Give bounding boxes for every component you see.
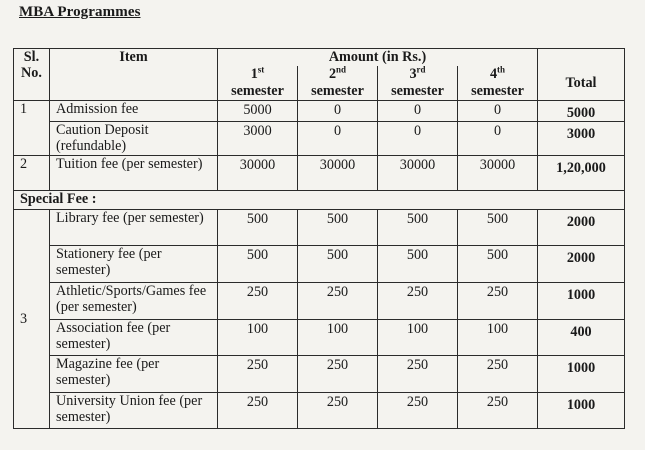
amount-cell: 250 <box>298 393 378 429</box>
amount-cell: 250 <box>298 356 378 393</box>
amount-cell: 500 <box>378 210 458 246</box>
amount-cell: 250 <box>378 356 458 393</box>
total-cell: 5000 <box>538 101 625 122</box>
header-semester-4: 4th semester <box>458 66 538 101</box>
total-cell: 2000 <box>538 246 625 283</box>
amount-cell: 30000 <box>218 156 298 191</box>
item-label: Association fee (per semester) <box>50 320 218 356</box>
amount-cell: 0 <box>458 122 538 156</box>
amount-cell: 0 <box>298 101 378 122</box>
amount-cell: 500 <box>298 246 378 283</box>
item-label: Tuition fee (per semester) <box>50 156 218 191</box>
amount-cell: 30000 <box>458 156 538 191</box>
header-item: Item <box>50 49 218 101</box>
total-cell: 400 <box>538 320 625 356</box>
amount-cell: 250 <box>218 356 298 393</box>
sl-number: 1 <box>14 101 50 156</box>
fee-table <box>13 48 625 429</box>
header-sl-no: Sl. No. <box>14 49 50 101</box>
table-row <box>14 101 625 122</box>
amount-cell: 0 <box>458 101 538 122</box>
item-label: Magazine fee (per semester) <box>50 356 218 393</box>
header-amount: Amount (in Rs.) <box>218 49 538 67</box>
amount-cell: 500 <box>378 246 458 283</box>
item-label: Library fee (per semester) <box>50 210 218 246</box>
amount-cell: 0 <box>378 122 458 156</box>
header-total: Total <box>538 66 625 101</box>
table-row <box>14 320 625 356</box>
amount-cell: 500 <box>458 246 538 283</box>
amount-cell: 250 <box>458 283 538 320</box>
amount-cell: 100 <box>298 320 378 356</box>
amount-cell: 250 <box>458 393 538 429</box>
table-row <box>14 156 625 191</box>
amount-cell: 250 <box>218 393 298 429</box>
amount-cell: 100 <box>458 320 538 356</box>
amount-cell: 250 <box>378 283 458 320</box>
item-label: Admission fee <box>50 101 218 122</box>
amount-cell: 500 <box>218 246 298 283</box>
total-cell: 2000 <box>538 210 625 246</box>
header-semester-2: 2nd semester <box>298 66 378 101</box>
amount-cell: 500 <box>298 210 378 246</box>
amount-cell: 30000 <box>298 156 378 191</box>
total-cell: 1000 <box>538 356 625 393</box>
total-cell: 3000 <box>538 122 625 156</box>
amount-cell: 100 <box>218 320 298 356</box>
amount-cell: 250 <box>458 356 538 393</box>
item-label: Stationery fee (per semester) <box>50 246 218 283</box>
amount-cell: 3000 <box>218 122 298 156</box>
total-cell: 1,20,000 <box>538 156 625 191</box>
table-row <box>14 246 625 283</box>
sl-number: 3 <box>14 210 50 429</box>
header-semester-1: 1st semester <box>218 66 298 101</box>
amount-cell: 30000 <box>378 156 458 191</box>
item-label: Athletic/Sports/Games fee (per semester) <box>50 283 218 320</box>
amount-cell: 500 <box>218 210 298 246</box>
amount-cell: 500 <box>458 210 538 246</box>
table-row <box>14 122 625 156</box>
amount-cell: 250 <box>218 283 298 320</box>
page-title: MBA Programmes <box>19 4 141 20</box>
header-total-spacer <box>538 49 625 67</box>
table-row <box>14 210 625 246</box>
special-fee-label: Special Fee : <box>14 191 625 210</box>
table-row <box>14 283 625 320</box>
item-label: Caution Deposit (refundable) <box>50 122 218 156</box>
amount-cell: 5000 <box>218 101 298 122</box>
total-cell: 1000 <box>538 283 625 320</box>
header-semester-3: 3rd semester <box>378 66 458 101</box>
amount-cell: 250 <box>298 283 378 320</box>
total-cell: 1000 <box>538 393 625 429</box>
table-row <box>14 393 625 429</box>
amount-cell: 100 <box>378 320 458 356</box>
sl-number: 2 <box>14 156 50 191</box>
amount-cell: 250 <box>378 393 458 429</box>
amount-cell: 0 <box>298 122 378 156</box>
item-label: University Union fee (per semester) <box>50 393 218 429</box>
table-row <box>14 356 625 393</box>
amount-cell: 0 <box>378 101 458 122</box>
table-row <box>14 191 625 210</box>
